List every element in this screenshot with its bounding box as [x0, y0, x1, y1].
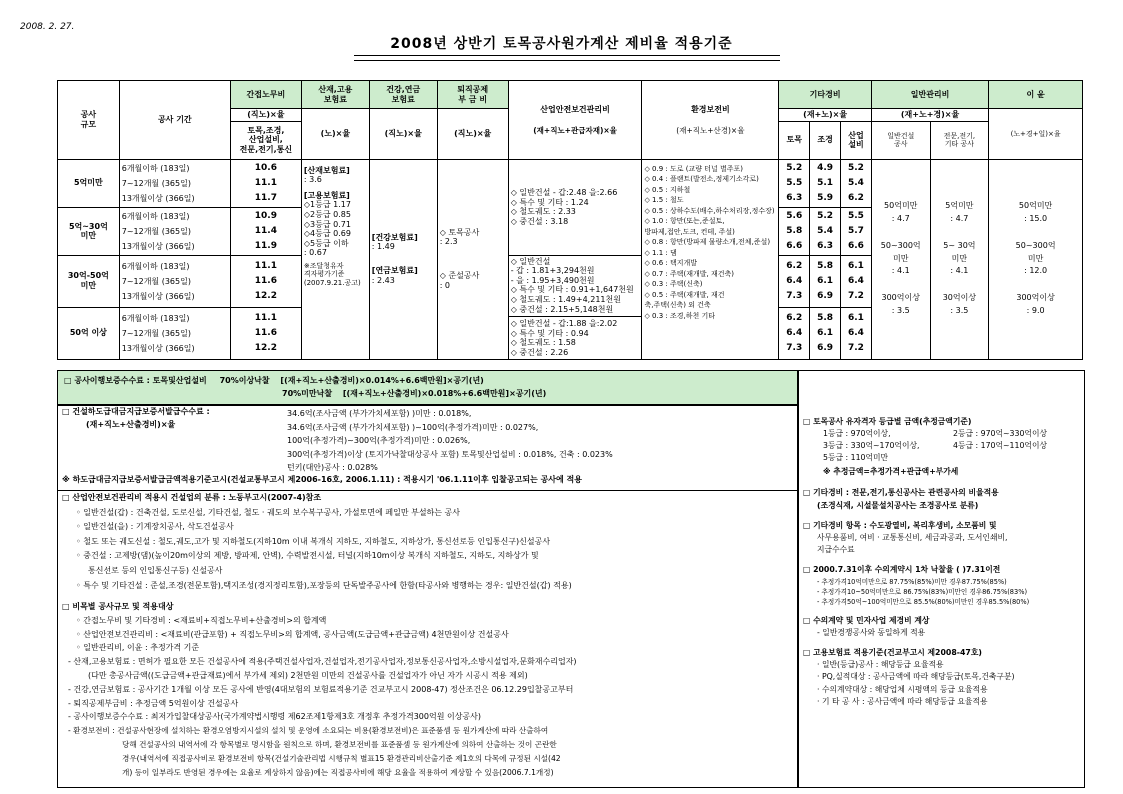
other-civil: 6.2 6.4 7.3 — [779, 255, 810, 307]
bid-rate-line: - 추정가격10~50억미만으로 86.75%(83%)미만인 경우86.75%(83%) — [817, 587, 1028, 596]
employment-head: □ 고용보험료 적용기준(건교부고시 제2008-47호) — [803, 648, 982, 658]
safety-cell-1: ◇ 일반건설 - 갑:2.48 을:2.66 ◇ 특수 및 기타 : 1.24 ◇ 철도궤도 : 2.33 ◇ 중건설 : 3.18 — [508, 159, 642, 255]
labor-basis: (직노)×율 — [230, 109, 301, 122]
employment-line: · 수의계약대상 : 해당업체 시평액의 등급 요율적용 — [817, 684, 988, 694]
other-plant: 5.2 5.4 6.2 — [841, 159, 872, 207]
header-scale: 공사 규모 — [58, 81, 120, 160]
general-cell: 50억미만 : 4.7 50~300억 미만 : 4.1 300억이상 : 3.5 — [871, 159, 930, 359]
subcontract-note: ※ 하도급대금지급보증서발급금액적용기준고시(건설교통부고시 제2006-16호, 2006.1.11) : 적용시기 '06.1.11이후 입찰공고되는 공사에 적용 — [62, 475, 582, 484]
guarantee-formula-2: [(재+직노+산출경비)×0.018%+6.6백만원]×공기(년) — [342, 389, 547, 398]
profit-cell: 50억미만 : 15.0 50~300억 미만 : 12.0 300억이상 : 9.0 — [989, 159, 1083, 359]
general-basis: (재+노+경)×율 — [871, 109, 988, 122]
header-indirect-labor: 간접노무비 — [230, 81, 301, 109]
other-col-landscape: 조경 — [810, 121, 841, 159]
other-items-line: 사무용품비, 여비 · 교통통신비, 세금과공과, 도서인쇄비, — [817, 533, 1008, 543]
subcontract-head: □ 건설하도급대금지급보증서발급수수료 : — [62, 407, 210, 416]
other-items-line: 지급수수료 — [817, 545, 855, 555]
header-period: 공사 기간 — [119, 81, 230, 160]
other-landscape: 4.9 5.1 5.9 — [810, 159, 841, 207]
safety-cell-2: ◇ 일반건설 - 갑 : 1.81+3,294천원 - 을 : 1.95+3,490천원 ◇ 특수 및 기타 : 0.91+1,647천원 ◇ 철도궤도 : 1.49+4,211천원 ◇ 중건설 : 2.15+5,148천원 ◇ 일반건설 - 갑:1.88 을:2.02 ◇ 특수 및 기타 : 0.94 ◇ 철도궤도 : 1.58 ◇ 중건설 : 2.26 — [508, 255, 642, 359]
duration-list: 6개월이하 (183일) 7~12개월 (365일) 13개월이상 (366일) — [119, 255, 230, 307]
header-safety: 산업안전보건관리비 (재+직노+관급자재)×율 — [508, 81, 642, 160]
bid-rate-head: □ 2000.7.31이후 수의계약시 1차 낙찰율 ( )7.31이전 — [803, 565, 1001, 575]
page-title: 2008년 상반기 토목공사원가계산 제비율 적용기준 — [390, 36, 733, 52]
bid-rate-line: - 추정가격10억미만으로 87.75%(85%)미만 경우87.75%(85%) — [817, 577, 1007, 586]
guarantee-label: □ 공사이행보증수수료 : 토목및산업설비 — [64, 376, 207, 385]
other-plant: 6.1 6.4 7.2 — [841, 255, 872, 307]
scope-item: - 건강,연금보험료 : 공사기간 1개월 이상 모든 공사에 반영(4대보험의 보험료적용기준 건교부고시 2008-47) 정산조건은 06.12.29입찰공고부터 — [68, 684, 574, 694]
safety-class-head: □ 산업안전보건관리비 적용시 건설업의 분류 : 노동부고시(2007-4)참조 — [62, 493, 322, 502]
other-civil: 6.2 6.4 7.3 — [779, 307, 810, 359]
header-general: 일반관리비 — [871, 81, 988, 109]
safety-class-section — [62, 491, 792, 593]
other-items-head: □ 기타경비 항목 : 수도광열비, 복리후생비, 소모품비 및 — [803, 520, 997, 530]
other-landscape: 5.8 6.1 6.9 — [810, 255, 841, 307]
employment-line: · 일반(등급)공사 : 해당등급 요율적용 — [817, 660, 944, 670]
other-civil: 5.6 5.8 6.6 — [779, 207, 810, 255]
safety-class-item: ◦ 중건설 : 고제방(댐)(높이20m이상의 제방, 방파제, 안벽), 수력발전시설, 터널(지하10m이상 복개식 지하철도, 지하도, 지하상가 및 — [76, 551, 539, 561]
safety-class-item: 통신선로 등의 인입통신구등) 신설공사 — [88, 565, 223, 575]
scale-group-1: 5억미만 — [58, 159, 120, 207]
employment-line: · 기 타 공 사 : 공사금액에 따라 해당등급 요율적용 — [817, 696, 988, 706]
labor-rates: 11.1 11.6 12.2 — [230, 255, 301, 307]
ins-basis: (노)×율 — [301, 109, 369, 160]
labor-rates: 10.6 11.1 11.7 — [230, 159, 301, 207]
other-col-plant: 산업 설비 — [841, 121, 872, 159]
scope-item: ◦ 일반관리비, 이윤 : 추정가격 기준 — [76, 643, 200, 653]
right-panel-content — [803, 416, 1079, 708]
scope-item: - 산재,고용보험료 : 면허가 필요한 모든 건설공사에 적용(주택건설사업자,건설업자,전기공사업자,정보통신공사업자,소방시설업자,문화재수리업자) — [68, 657, 577, 667]
scope-item: ◦ 산업안전보건관리비 : <재료비(관급포함) + 직접노무비>의 합계액, 공사금액(도급금액+관급금액) 4천만원이상 건설공사 — [76, 629, 509, 639]
other-expense-head: □ 기타경비 : 전문,전기,통신공사는 관련공사의 비율적용 — [803, 488, 999, 498]
other-civil: 5.2 5.5 6.3 — [779, 159, 810, 207]
subcontract-rates: 34.6억(조사금액 (부가가치세포함) )미만 : 0.018%, 34.6억(조사금액 (부가가치세포함) )~100억(추정가격)미만 : 0.027%, 100억(추정가격)~300억(추정가격)미만 : 0.026%, 300억(추정가격)이상 (토지가낙찰대상공사 포함) 토목및산업설비 : 0.018%, 건축 : 0.023% 턴키(대안)공사 : 0.028% — [287, 409, 613, 472]
general-col-general: 일반건설 공사 — [871, 121, 930, 159]
safety-class-item: ◦ 일반건설(갑) : 건축건설, 도로신설, 기타건설, 철도 · 궤도의 보수복구공사, 가설토면에 페일만 부설하는 공사 — [76, 507, 461, 517]
safety-class-item: ◦ 일반건설(을) : 기계장치공사, 삭도건설공사 — [76, 522, 234, 532]
scope-item: (다만 총공사금액((도급금액+관급재료)에서 부가세 제외) 2천만원 미만의 건설공사를 건설업자가 아닌 자가 시공시 적용 제외) — [88, 670, 528, 680]
insurance-cell: [산재보험료] : 3.6 [고용보험료] ◇1등급 1.17 ◇2등급 0.85 ◇3등급 0.71 ◇4등급 0.69 ◇5등급 이하 : 0.67 ※조달청유자 격자평가기준 (2007.9.21.공고) — [301, 159, 369, 359]
guarantee-rate-2: 70%미만낙찰 — [282, 389, 333, 398]
guarantee-fee-box — [57, 370, 799, 406]
subcontract-basis: (재+직노+산출경비)×율 — [86, 420, 176, 429]
private-head: □ 수의계약 및 민자사업 제경비 계상 — [803, 615, 930, 625]
scale-group-3: 30억-50억 미만 — [58, 255, 120, 307]
grade-list: 1등급 : 970억이상, 2등급 : 970억~330억이상 3등급 : 330억~170억이상, 4등급 : 170억~110억이상 5등급 : 110억미만 — [823, 429, 1048, 463]
header-profit: 이 윤 — [989, 81, 1083, 109]
guarantee-rate-1: 70%이상낙찰 — [219, 376, 270, 385]
header-other: 기타경비 — [779, 81, 872, 109]
header-retire: 퇴직공제 부 금 비 — [437, 81, 508, 109]
health-cell: [건강보험료] : 1.49 [연금보험료] : 2.43 — [369, 159, 437, 359]
duration-list: 6개월이하 (183일) 7~12개월 (365일) 13개월이상 (366일) — [119, 207, 230, 255]
scope-item: - 퇴직공제부금비 : 추정금액 5억원이상 건설공사 — [68, 698, 239, 708]
other-plant: 5.5 5.7 6.6 — [841, 207, 872, 255]
header-health: 건강,연금 보험료 — [369, 81, 437, 109]
retire-basis: (직노)×율 — [437, 109, 508, 160]
scope-head: □ 비목별 공사규모 및 적용대상 — [62, 602, 174, 611]
duration-list: 6개월이하 (183일) 7~12개월 (365일) 13개월이상 (366일) — [119, 159, 230, 207]
scope-item: 당해 건설공사의 내역서에 각 항목별로 명시함을 원칙으로 하며, 환경보전비를 표준품셈 등 원가계산에 의하여 산출하는 것이 곤란한 — [122, 739, 557, 749]
rates-table — [57, 80, 1083, 360]
scale-group-2: 5억~30억 미만 — [58, 207, 120, 255]
general-col-special: 전문,전기, 기타 공사 — [930, 121, 989, 159]
labor-types: 토목,조경, 산업설비, 전문,전기,통신 — [230, 121, 301, 159]
duration-list: 6개월이하 (183일) 7~12개월 (365일) 13개월이상 (366일) — [119, 307, 230, 359]
document-date: 2008. 2. 27. — [20, 22, 75, 32]
general-special-cell: 5억미만 : 4.7 5~ 30억 미만 : 4.1 30억이상 : 3.5 — [930, 159, 989, 359]
safety-class-item: ◦ 특수 및 기타건설 : 준설,조경(전문토함),택지조성(경지정리토함),포장등의 단독발주공사에 한함(타공사와 병행하는 경우: 일반건설(갑) 적용) — [76, 580, 572, 590]
employment-line: · PQ,실적대상 : 공사금액에 따라 해당등급(토목,건축구분) — [817, 672, 1015, 682]
title-underline — [354, 55, 780, 61]
other-col-civil: 토목 — [779, 121, 810, 159]
scale-group-4: 50억 이상 — [58, 307, 120, 359]
labor-rates: 11.1 11.6 12.2 — [230, 307, 301, 359]
env-cell: ◇ 0.9 : 도로 (교량 터널 별주포) ◇ 0.4 : 플랜트(발전소,정제기소각로) ◇ 0.5 : 지하철 ◇ 1.5 : 철도 ◇ 0.5 : 상하수도(배수,하수처리장,정수장) ◇ 1.0 : 항만(또는,준설토, 방파제,접안,도크, 컨테, 주설) ◇ 0.8 : 항만(방파제 물량소개,전체,준설) ◇ 1.1 : 댐 ◇ 0.6 : 택지개발 ◇ 0.7 : 주택(재개발, 재건축) ◇ 0.3 : 주택(신축) ◇ 0.5 : 주택(재개발, 재건 축,주택(신축) 외 건축 ◇ 0.3 : 조경,하천 기타 — [642, 159, 779, 359]
retire-cell: ◇ 토목공사 : 2.3 ◇ 준설공사 : 0 — [437, 159, 508, 359]
grade-note: ※ 추정금액=추정가격+관급액+부가세 — [823, 467, 959, 477]
header-env: 환경보전비 (재+직노+산경)×율 — [642, 81, 779, 160]
other-plant: 6.1 6.4 7.2 — [841, 307, 872, 359]
health-basis: (직노)×율 — [369, 109, 437, 160]
other-basis: (재+노)×율 — [779, 109, 872, 122]
scope-item: - 환경보전비 : 건설공사현장에 설치하는 환경오염방지시설의 설치 및 운영에 소요되는 비용(환경보전비)은 표준품셈 등 원가계산에 따라 산출하여 — [68, 726, 549, 736]
profit-basis: (노+경+일)×율 — [989, 109, 1083, 160]
private-line: - 일반경쟁공사와 동일하게 적용 — [817, 627, 926, 637]
labor-rates: 10.9 11.4 11.9 — [230, 207, 301, 255]
scope-item: - 공사이행보증수수료 : 최저가입찰대상공사(국가계약법시행령 제62조제1항제3호 개정후 추정가격300억원 이상공사) — [68, 712, 482, 722]
scope-section — [62, 600, 792, 779]
scope-item: ◦ 간접노무비 및 기타경비 : <재료비+직접노무비+산출경비>의 합계액 — [76, 615, 327, 625]
bid-rate-line: - 추정가격50억~100억미만으로 85.5%(80%)미만인 경우85.5%(80%) — [817, 597, 1030, 606]
scope-item: 경우(내역서에 직접공사비로 환경보전비 항목(건설기술관리법 시행규칙 별표15 환경관리비산출기준 제1호의 다목에 규정된 시설(42 — [122, 753, 561, 763]
grade-head: □ 토목공사 유자격자 등급별 금액(추정금액기준) — [803, 417, 972, 426]
other-landscape: 5.2 5.4 6.3 — [810, 207, 841, 255]
header-insurance: 산재,고용 보험료 — [301, 81, 369, 109]
other-expense-note: (조경식재, 시설물설치공사는 조경공사로 분류) — [817, 500, 979, 510]
other-landscape: 5.8 6.1 6.9 — [810, 307, 841, 359]
safety-class-item: ◦ 철도 또는 궤도신설 : 철도,궤도,고가 및 지하철도(지하10m 이내 복개식 지하도, 지하철도, 지하상가, 통신선로등 인입통신구)신설공사 — [76, 536, 551, 546]
guarantee-formula-1: [(재+직노+산출경비)×0.014%+6.6백만원]×공기(년) — [280, 376, 484, 385]
scope-item: 개) 등이 일부라도 반영된 경우에는 요율로 계상하지 않음)에는 직접공사비에 해당 요율을 적용하여 계상할 수 있음(2006.7.1개정) — [122, 767, 554, 777]
